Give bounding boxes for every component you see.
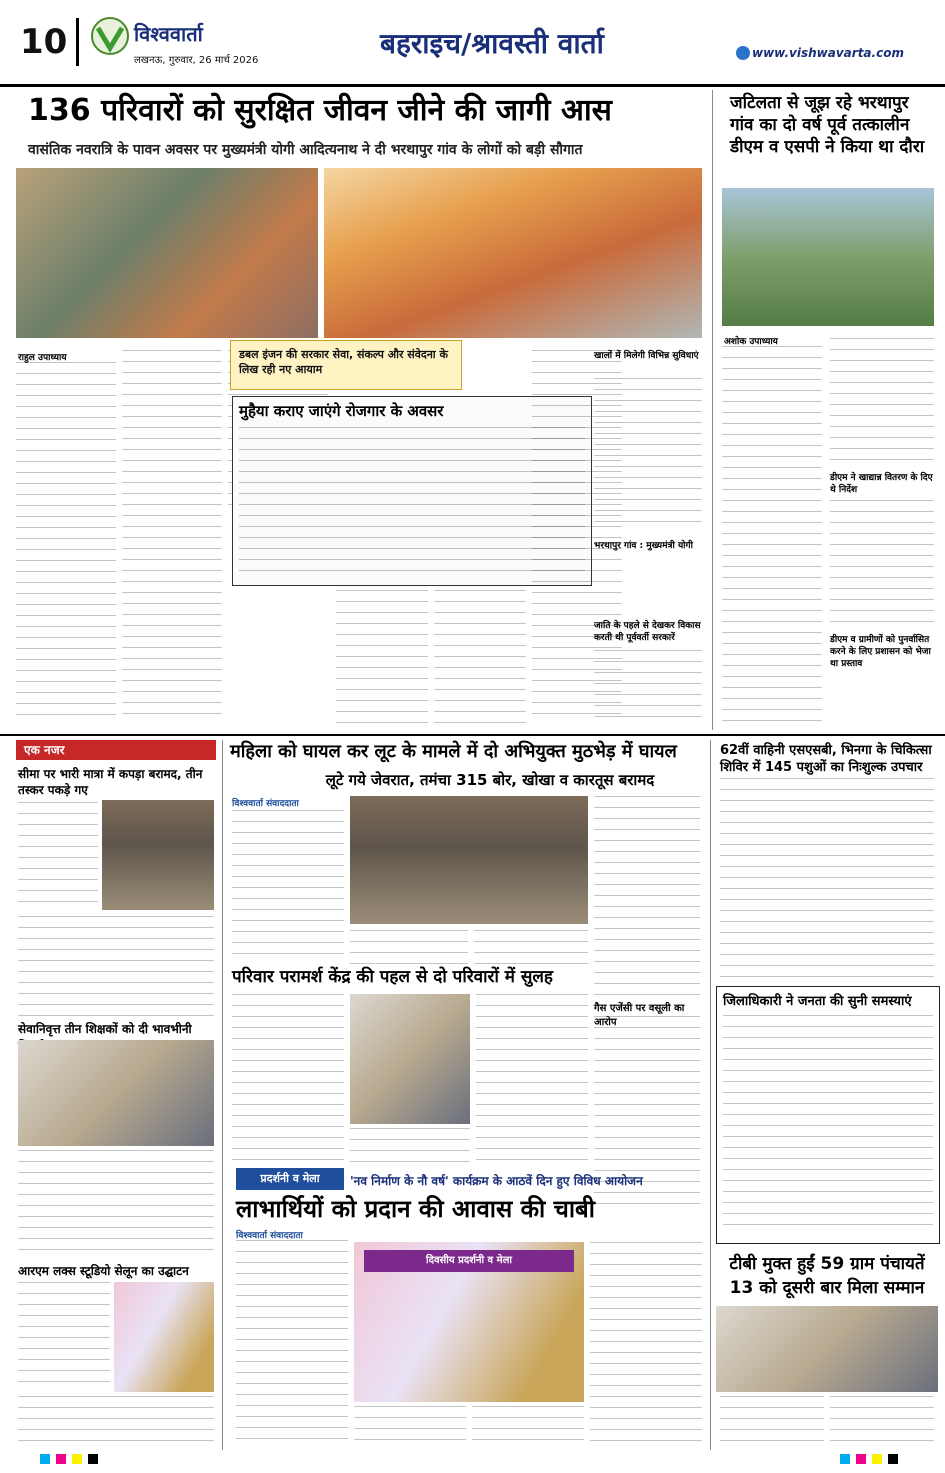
counselling-headline: परिवार परामर्श केंद्र की पहल से दो परिवारों में सुलह bbox=[232, 967, 553, 987]
section-title: बहराइच/श्रावस्ती वार्ता bbox=[380, 27, 604, 60]
website-link[interactable]: www.vishwavarta.com bbox=[752, 46, 904, 60]
registration-mark bbox=[88, 1454, 98, 1464]
lead-body-col7 bbox=[594, 378, 702, 532]
registration-mark bbox=[888, 1454, 898, 1464]
registration-mark bbox=[40, 1454, 50, 1464]
crime-body-col2 bbox=[350, 930, 468, 966]
counselling-body-col3 bbox=[476, 994, 588, 1164]
column-rule bbox=[712, 90, 713, 730]
vishwavarta-logo-icon bbox=[90, 16, 130, 56]
ssb-box-body bbox=[723, 1015, 933, 1235]
inset-headline: मुहैया कराए जाएंगे रोजगार के अवसर bbox=[239, 402, 444, 420]
lead-body-col5 bbox=[434, 590, 526, 724]
ek-nazar-item2-photo bbox=[18, 1040, 214, 1146]
ek-nazar-item1-body bbox=[18, 802, 98, 912]
lead-callout-box bbox=[230, 340, 462, 390]
column-rule-2 bbox=[222, 740, 223, 1450]
ek-nazar-item2-body bbox=[18, 1150, 214, 1258]
lead-headline: 136 परिवारों को सुरक्षित जीवन जीने की जागी आस bbox=[28, 93, 612, 128]
exhibition-tag: प्रदर्शनी व मेला bbox=[236, 1168, 344, 1190]
tb-body-col1 bbox=[720, 1396, 824, 1446]
crime-photo bbox=[350, 796, 588, 924]
right-top-crosshead-1: डीएम ने खाद्यान्न वितरण के दिए थे निर्देश bbox=[830, 473, 933, 495]
right-top-crosshead-2: डीएम व ग्रामीणों को पुनर्वासित करने के लिए प्रशासन को भेजा था प्रस्ताव bbox=[830, 635, 931, 669]
crime-body-col4 bbox=[594, 796, 700, 996]
ssb-headline: 62वीं वाहिनी एसएसबी, भिनगा के चिकित्सा शिविर में 145 पशुओं का निःशुल्क उपचार bbox=[720, 743, 932, 775]
page-number: 10 bbox=[20, 22, 68, 62]
exhibition-banner: दिवसीय प्रदर्शनी व मेला bbox=[364, 1250, 574, 1272]
lead-crosshead-1: खालों में मिलेगी विभिन्न सुविधाएं bbox=[594, 351, 699, 361]
lead-body-col2 bbox=[122, 350, 222, 724]
page-number-divider bbox=[76, 18, 79, 66]
tb-headline: टीबी मुक्त हुईं 59 ग्राम पंचायतें 13 को दूसरी बार मिला सम्मान bbox=[729, 1254, 925, 1298]
counselling-body-col1 bbox=[232, 994, 344, 1164]
exhibition-byline: विश्ववार्ता संवाददाता bbox=[236, 1231, 303, 1241]
exhibition-strap: 'नव निर्माण के नौ वर्ष' कार्यक्रम के आठवें दिन हुए विविध आयोजन bbox=[350, 1174, 643, 1188]
tb-photo bbox=[716, 1306, 938, 1392]
registration-mark bbox=[856, 1454, 866, 1464]
exhibition-photo bbox=[354, 1242, 584, 1402]
exhibition-body-col3 bbox=[472, 1406, 584, 1446]
exhibition-body-col4 bbox=[590, 1242, 702, 1446]
lead-photo-right bbox=[324, 168, 702, 338]
exhibition-body-col1 bbox=[236, 1240, 348, 1446]
dateline: लखनऊ, गुरुवार, 26 मार्च 2026 bbox=[134, 55, 259, 66]
right-top-photo bbox=[722, 188, 934, 326]
ek-nazar-item1-body-2 bbox=[18, 916, 214, 1016]
crime-body-col3 bbox=[474, 930, 588, 966]
web-icon bbox=[736, 46, 750, 60]
ek-nazar-item3-body bbox=[18, 1282, 110, 1392]
registration-mark bbox=[56, 1454, 66, 1464]
ek-nazar-item2-headline: सेवानिवृत्त तीन शिक्षकों को दी भावभीनी bbox=[18, 1022, 192, 1036]
lead-crosshead-3: जाति के पहले से देखकर विकास करती थी पूर्ववर्ती सरकारें bbox=[594, 621, 701, 643]
exhibition-body-col2 bbox=[354, 1406, 466, 1446]
ek-nazar-item3-headline: आरएम लक्स स्टूडियो सेलून का उद्घाटन bbox=[18, 1264, 189, 1278]
lead-callout: डबल इंजन की सरकार सेवा, संकल्प और संवेदना के लिख रही नए आयाम bbox=[239, 348, 448, 376]
right-top-body-col1 bbox=[722, 346, 822, 726]
crime-byline: विश्ववार्ता संवाददाता bbox=[232, 799, 299, 809]
crime-subhead: लूटे गये जेवरात, तमंचा 315 बोर, खोखा व कारतूस बरामद bbox=[325, 771, 655, 789]
right-top-body-col3 bbox=[830, 500, 934, 630]
ssb-body bbox=[720, 778, 934, 980]
gas-agency-headline: गैस एजेंसी पर वसूली का आरोप bbox=[594, 1003, 685, 1028]
lead-body-col8 bbox=[594, 650, 702, 724]
lead-subhead: वासंतिक नवरात्रि के पावन अवसर पर मुख्यमंत्री योगी आदित्यनाथ ने दी भरथापुर गांव के लोगों को बड़ी सौगात bbox=[28, 142, 583, 158]
ek-nazar-item1-headline: सीमा पर भारी मात्रा में कपड़ा बरामद, तीन तस्कर पकड़े गए bbox=[18, 767, 203, 797]
registration-mark bbox=[872, 1454, 882, 1464]
right-top-byline: अशोक उपाध्याय bbox=[724, 337, 778, 347]
exhibition-headline: लाभार्थियों को प्रदान की आवास की चाबी bbox=[236, 1195, 595, 1223]
masthead bbox=[0, 0, 945, 87]
tb-body-col2 bbox=[830, 1396, 934, 1446]
right-top-headline: जटिलता से जूझ रहे भरथापुर गांव का दो वर्ष पूर्व तत्कालीन डीएम व एसपी ने किया था दौरा bbox=[730, 93, 925, 157]
lead-body-col4 bbox=[336, 590, 428, 724]
counselling-photo bbox=[350, 994, 470, 1124]
lead-body-col1 bbox=[16, 362, 116, 724]
ssb-box-headline: जिलाधिकारी ने जनता की सुनी समस्याएं bbox=[723, 994, 912, 1009]
crime-headline: महिला को घायल कर लूट के मामले में दो अभियुक्त मुठभेड़ में घायल bbox=[230, 741, 677, 762]
ek-nazar-item1-photo bbox=[102, 800, 214, 910]
ek-nazar-item3-photo bbox=[114, 1282, 214, 1392]
section-divider bbox=[0, 734, 945, 736]
lead-photo-left bbox=[16, 168, 318, 338]
column-rule-3 bbox=[710, 740, 711, 1450]
registration-mark bbox=[840, 1454, 850, 1464]
right-top-body-col2 bbox=[830, 338, 934, 468]
lead-byline: राहुल उपाध्याय bbox=[18, 353, 67, 363]
ek-nazar-item3-body-2 bbox=[18, 1396, 214, 1446]
paper-name: विश्ववार्ता bbox=[134, 22, 203, 46]
ek-nazar-label: एक नजर bbox=[16, 740, 216, 760]
counselling-body-col2 bbox=[350, 1128, 470, 1164]
lead-crosshead-2: भरथापुर गांव : मुख्यमंत्री योगी bbox=[594, 541, 693, 551]
ssb-box bbox=[716, 986, 940, 1244]
registration-mark bbox=[72, 1454, 82, 1464]
crime-body-col1 bbox=[232, 810, 344, 960]
